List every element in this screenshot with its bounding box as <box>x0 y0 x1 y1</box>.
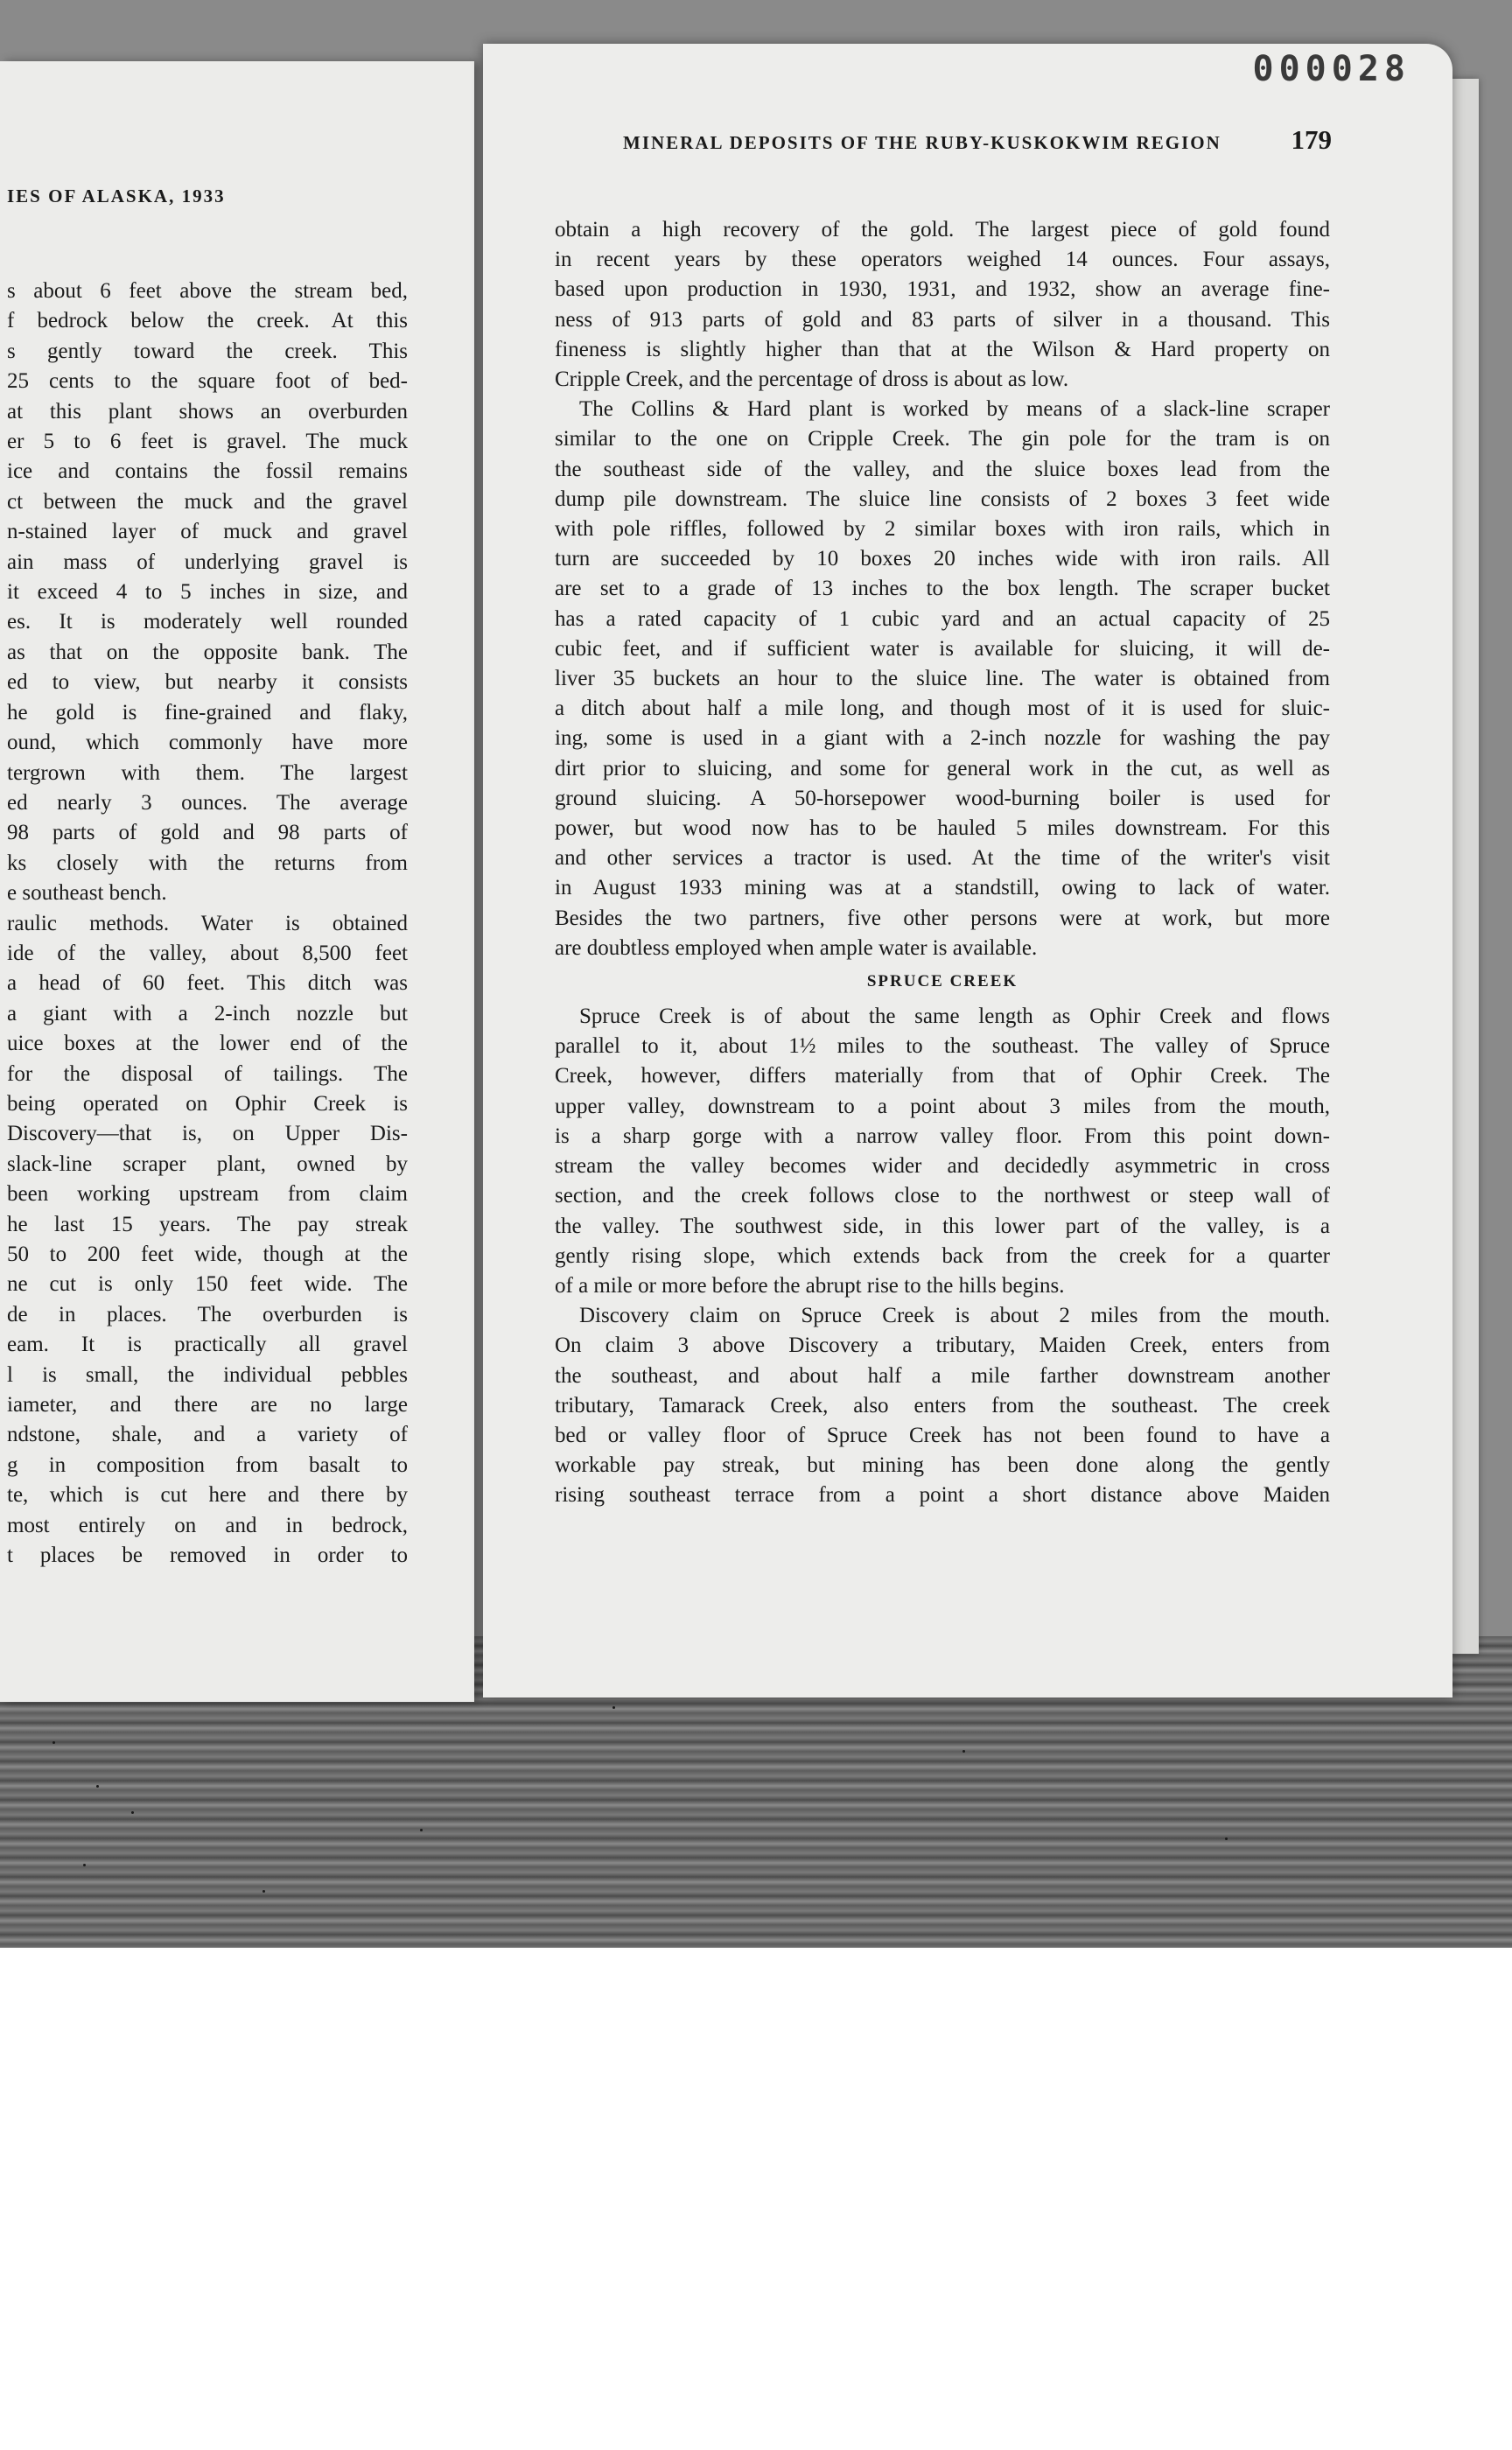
text-line: is a sharp gorge with a narrow valley floor. From this point down- <box>555 1124 1330 1148</box>
text-line: the southeast side of the valley, and the sluice boxes lead from the <box>555 457 1330 481</box>
text-line: in recent years by these operators weighed 14 ounces. Four assays, <box>555 248 1330 272</box>
text-line: the valley. The southwest side, in this lower part of the valley, is a <box>555 1214 1330 1238</box>
text-line: Creek, however, differs materially from that of Ophir Creek. The <box>555 1064 1330 1088</box>
text-line: ing, some is used in a giant with a 2-inch nozzle for washing the pay <box>555 726 1330 751</box>
text-line: tergrown with them. The largest <box>7 760 408 785</box>
text-line: Cripple Creek, and the percentage of dross is about as low. <box>555 368 1069 392</box>
text-line: ide of the valley, about 8,500 feet <box>7 941 408 965</box>
text-line: with pole riffles, followed by 2 similar boxes with iron rails, which in <box>555 517 1330 542</box>
text-line: in August 1933 mining was at a standstill, owing to lack of water. <box>555 876 1330 900</box>
text-line: ice and contains the fossil remains <box>7 459 408 484</box>
left-page <box>0 61 474 1702</box>
text-line: ndstone, shale, and a variety of <box>7 1423 408 1447</box>
text-line: ks closely with the returns from <box>7 850 408 875</box>
scan-speck <box>1225 1838 1228 1840</box>
text-line: ct between the muck and the gravel <box>7 489 408 514</box>
text-line: stream the valley becomes wider and decidedly asymmetric in cross <box>555 1154 1330 1179</box>
text-line: workable pay streak, but mining has been done along the gently <box>555 1453 1330 1478</box>
left-running-head: IES OF ALASKA, 1933 <box>7 186 226 206</box>
text-line: he gold is fine-grained and flaky, <box>7 700 408 724</box>
text-line: Besides the two partners, five other persons were at work, but more <box>555 906 1330 930</box>
text-line: 50 to 200 feet wide, though at the <box>7 1242 408 1266</box>
right-running-head <box>623 124 1332 156</box>
text-line: te, which is cut here and there by <box>7 1483 408 1508</box>
text-line: ed nearly 3 ounces. The average <box>7 790 408 815</box>
text-line: raulic methods. Water is obtained <box>7 911 408 935</box>
text-line: cubic feet, and if sufficient water is available for sluicing, it will de- <box>555 636 1330 661</box>
scan-speck <box>612 1706 615 1709</box>
text-line: turn are succeeded by 10 boxes 20 inches wide with iron rails. All <box>555 547 1330 571</box>
text-line: he last 15 years. The pay streak <box>7 1212 408 1236</box>
text-line: upper valley, downstream to a point about 3 miles from the mouth, <box>555 1094 1330 1118</box>
text-line: tributary, Tamarack Creek, also enters from the southeast. The creek <box>555 1393 1330 1418</box>
text-line: s about 6 feet above the stream bed, <box>7 279 408 303</box>
text-line: and other services a tractor is used. At the time of the writer's visit <box>555 846 1330 871</box>
text-line: a head of 60 feet. This ditch was <box>7 971 408 996</box>
text-line: The Collins & Hard plant is worked by means of a slack-line scraper <box>579 397 1330 422</box>
text-line: the southeast, and about half a mile farther downstream another <box>555 1363 1330 1388</box>
text-line: de in places. The overburden is <box>7 1302 408 1326</box>
text-line: fineness is slightly higher than that at the Wilson & Hard property on <box>555 337 1330 361</box>
text-line: es. It is moderately well rounded <box>7 610 408 634</box>
text-line: obtain a high recovery of the gold. The largest piece of gold found <box>555 218 1330 242</box>
text-line: On claim 3 above Discovery a tributary, Maiden Creek, enters from <box>555 1334 1330 1358</box>
text-line: a ditch about half a mile long, and though most of it is used for sluic- <box>555 696 1330 721</box>
text-line: uice boxes at the lower end of the <box>7 1032 408 1056</box>
text-line: has a rated capacity of 1 cubic yard and an actual capacity of 25 <box>555 606 1330 631</box>
left-page-text <box>7 276 408 1571</box>
text-line: are set to a grade of 13 inches to the box length. The scraper bucket <box>555 577 1330 601</box>
text-line: slack-line scraper plant, owned by <box>7 1152 408 1176</box>
text-line: s gently toward the creek. This <box>7 339 408 363</box>
text-line: ground sluicing. A 50-horsepower wood-burning boiler is used for <box>555 786 1330 810</box>
text-line: f bedrock below the creek. At this <box>7 309 408 333</box>
text-line: gently rising slope, which extends back from the creek for a quarter <box>555 1243 1330 1268</box>
document-number-stamp: 000028 <box>1252 49 1410 89</box>
text-line: power, but wood now has to be hauled 5 miles downstream. For this <box>555 816 1330 841</box>
text-line: parallel to it, about 1½ miles to the southeast. The valley of Spruce <box>555 1034 1330 1059</box>
text-line: n-stained layer of muck and gravel <box>7 520 408 544</box>
text-line: bed or valley floor of Spruce Creek has not been found to have a <box>555 1423 1330 1447</box>
text-line: based upon production in 1930, 1931, and 1932, show an average fine- <box>555 277 1330 302</box>
text-line: e southeast bench. <box>7 881 167 906</box>
text-line: as that on the opposite bank. The <box>7 640 408 664</box>
right-running-head-title: MINERAL DEPOSITS OF THE RUBY-KUSKOKWIM REGION <box>623 132 1222 153</box>
scan-speck <box>96 1785 99 1788</box>
text-line: it exceed 4 to 5 inches in size, and <box>7 580 408 605</box>
text-line: similar to the one on Cripple Creek. The gin pole for the tram is on <box>555 427 1330 452</box>
text-line: ed to view, but nearby it consists <box>7 670 408 695</box>
text-line: at this plant shows an overburden <box>7 399 408 424</box>
scan-speck <box>262 1890 265 1893</box>
text-line: section, and the creek follows close to the northwest or steep wall of <box>555 1184 1330 1208</box>
text-line: ne cut is only 150 feet wide. The <box>7 1272 408 1297</box>
scan-speck <box>83 1864 86 1866</box>
text-line: for the disposal of tailings. The <box>7 1061 408 1086</box>
text-line: ound, which commonly have more <box>7 731 408 755</box>
text-line: a giant with a 2-inch nozzle but <box>7 1001 408 1026</box>
text-line: Discovery—that is, on Upper Dis- <box>7 1122 408 1146</box>
text-line: most entirely on and in bedrock, <box>7 1513 408 1537</box>
text-line: dump pile downstream. The sluice line consists of 2 boxes 3 feet wide <box>555 486 1330 511</box>
text-line: are doubtless employed when ample water is available. <box>555 935 1038 960</box>
text-line: ness of 913 parts of gold and 83 parts of silver in a thousand. This <box>555 307 1330 332</box>
text-line: er 5 to 6 feet is gravel. The muck <box>7 430 408 454</box>
text-line: 25 cents to the square foot of bed- <box>7 369 408 394</box>
text-line: Discovery claim on Spruce Creek is about 2 miles from the mouth. <box>579 1304 1330 1328</box>
text-line: rising southeast terrace from a point a short distance above Maiden <box>555 1483 1330 1508</box>
text-line: g in composition from basalt to <box>7 1452 408 1477</box>
scan-speck <box>131 1811 134 1814</box>
text-line: 98 parts of gold and 98 parts of <box>7 821 408 845</box>
text-line: of a mile or more before the abrupt rise to the hills begins. <box>555 1273 1065 1298</box>
text-line: t places be removed in order to <box>7 1544 408 1568</box>
text-line: liver 35 buckets an hour to the sluice line. The water is obtained from <box>555 667 1330 691</box>
text-line: been working upstream from claim <box>7 1182 408 1207</box>
page-number: 179 <box>1291 124 1332 155</box>
text-line: iameter, and there are no large <box>7 1393 408 1418</box>
section-heading: SPRUCE CREEK <box>866 972 1018 991</box>
right-page-text <box>555 215 1330 1511</box>
text-line: Spruce Creek is of about the same length as Ophir Creek and flows <box>579 1004 1330 1029</box>
text-line: eam. It is practically all gravel <box>7 1333 408 1357</box>
scan-speck <box>420 1829 423 1831</box>
text-line: ain mass of underlying gravel is <box>7 550 408 574</box>
text-line: dirt prior to sluicing, and some for general work in the cut, as well as <box>555 756 1330 780</box>
text-line: being operated on Ophir Creek is <box>7 1091 408 1116</box>
scan-speck <box>962 1750 965 1753</box>
scan-speck <box>52 1741 55 1744</box>
text-line: l is small, the individual pebbles <box>7 1362 408 1387</box>
